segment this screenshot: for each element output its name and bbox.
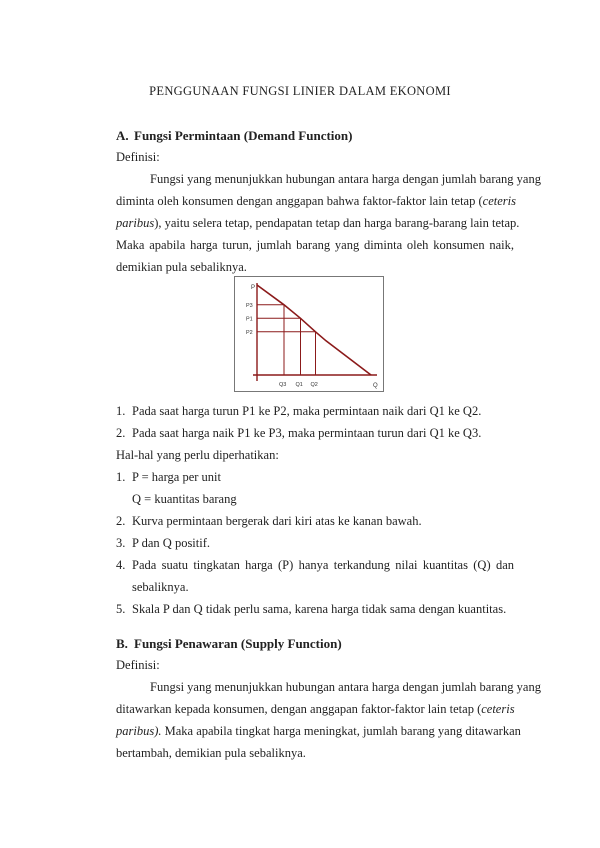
section-b-para-line-1: Fungsi yang menunjukkan hubungan antara harga dengan jumlah barang yang	[150, 680, 541, 694]
note-4b: sebaliknya.	[132, 580, 189, 594]
section-b-heading	[116, 636, 342, 652]
section-b-letter: B.	[116, 636, 128, 651]
demand-curve-chart	[234, 276, 384, 392]
section-a-para-line-3: paribus), yaitu selera tetap, pendapatan tetap dan harga barang-barang lain tetap.	[116, 216, 520, 230]
x-axis-label: Q	[373, 383, 378, 389]
point-1: 1. Pada saat harga turun P1 ke P2, maka permintaan naik dari Q1 ke Q2.	[116, 404, 482, 418]
section-a-para-line-2: diminta oleh konsumen dengan anggapan bahwa faktor-faktor lain tetap (ceteris	[116, 194, 516, 208]
section-a-para-line-4: Maka apabila harga turun, jumlah barang yang diminta oleh konsumen naik,	[116, 238, 514, 252]
demand-curve-svg	[235, 277, 383, 391]
y-axis-label: P	[251, 285, 256, 291]
note-2: 2. Kurva permintaan bergerak dari kiri atas ke kanan bawah.	[116, 514, 422, 528]
section-a-heading	[116, 128, 352, 144]
y-tick-p1: P1	[246, 316, 253, 323]
section-a-para-line-5: demikian pula sebaliknya.	[116, 260, 247, 274]
y-tick-p3: P3	[246, 302, 253, 309]
section-a-letter: A.	[116, 128, 129, 143]
page-title: PENGGUNAAN FUNGSI LINIER DALAM EKONOMI	[149, 84, 451, 98]
x-tick-q1: Q1	[295, 382, 303, 388]
note-3: 3. P dan Q positif.	[116, 536, 211, 550]
section-b-para-line-2: ditawarkan kepada konsumen, dengan anggapan faktor-faktor lain tetap (ceteris	[116, 702, 515, 716]
section-b-title: Fungsi Penawaran (Supply Function)	[134, 636, 342, 651]
note-1a: 1. P = harga per unit	[116, 470, 221, 484]
x-tick-q2: Q2	[310, 382, 318, 388]
section-b-para-line-4: bertambah, demikian pula sebaliknya.	[116, 746, 306, 760]
notes-label: Hal-hal yang perlu diperhatikan:	[116, 448, 279, 462]
section-b-definisi-label: Definisi:	[116, 658, 160, 672]
point-2: 2. Pada saat harga naik P1 ke P3, maka permintaan turun dari Q1 ke Q3.	[116, 426, 482, 440]
note-4a: 4. Pada suatu tingkatan harga (P) hanya terkandung nilai kuantitas (Q) dan	[116, 558, 514, 572]
section-a-title: Fungsi Permintaan (Demand Function)	[134, 128, 353, 143]
section-a-definisi-label: Definisi:	[116, 150, 160, 164]
section-a-para-line-1: Fungsi yang menunjukkan hubungan antara harga dengan jumlah barang yang	[150, 172, 541, 186]
y-tick-p2: P2	[246, 329, 253, 336]
note-5: 5. Skala P dan Q tidak perlu sama, karena harga tidak sama dengan kuantitas.	[116, 602, 507, 616]
x-tick-q3: Q3	[279, 382, 287, 388]
demand-curve-line	[257, 285, 371, 375]
note-1b: Q = kuantitas barang	[132, 492, 237, 506]
section-b-para-line-3: paribus). Maka apabila tingkat harga meningkat, jumlah barang yang ditawarkan	[116, 724, 521, 738]
